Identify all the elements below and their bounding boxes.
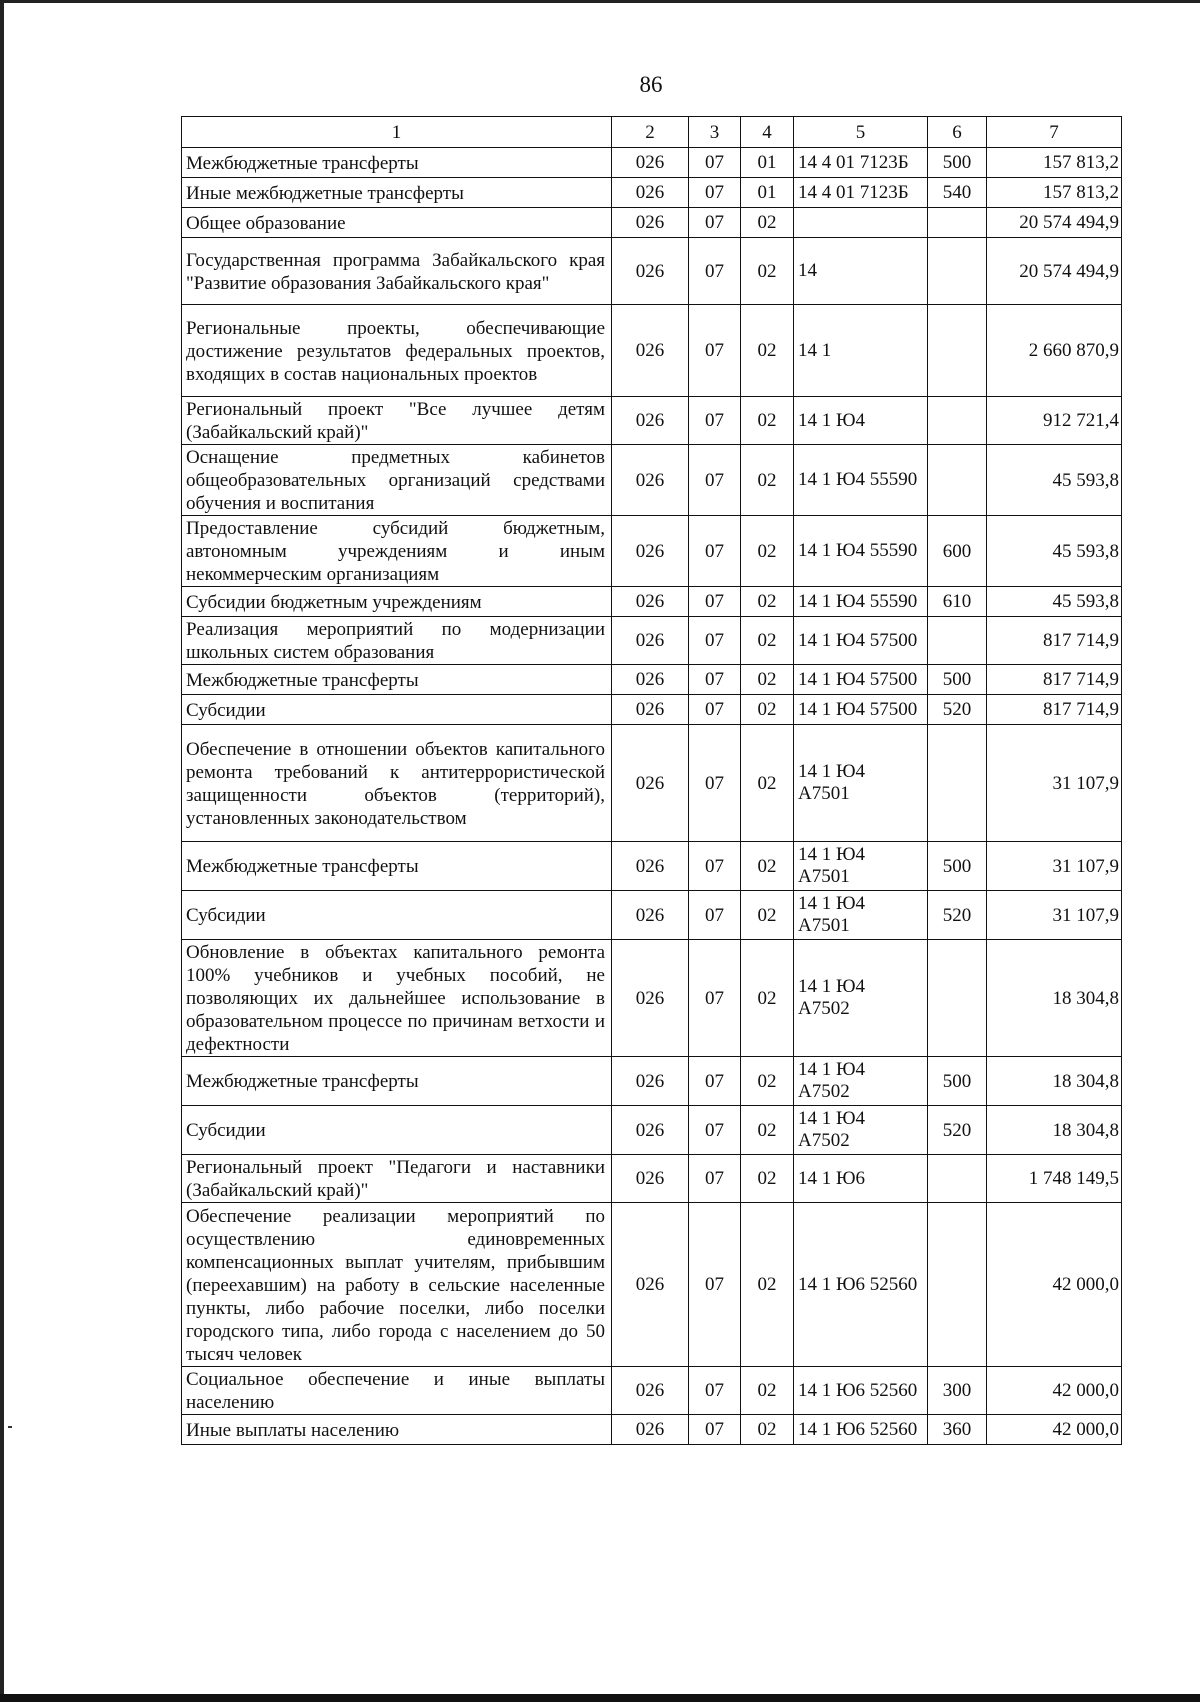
cell-expense-type: 500	[928, 842, 987, 891]
cell-section: 07	[689, 1203, 741, 1367]
scan-edge-left	[0, 0, 4, 1702]
cell-amount: 45 593,8	[987, 516, 1122, 587]
cell-target-article	[794, 842, 928, 891]
cell-admin-code: 026	[612, 148, 689, 178]
table-row	[182, 842, 1122, 891]
cell-target-article: 14 1 Ю4 55590	[794, 516, 928, 587]
column-header: 3	[689, 117, 741, 148]
cell-subsection: 02	[741, 445, 794, 516]
cell-admin-code: 026	[612, 665, 689, 695]
cell-section: 07	[689, 617, 741, 665]
cell-subsection: 02	[741, 725, 794, 842]
cell-amount: 817 714,9	[987, 617, 1122, 665]
cell-subsection: 02	[741, 1106, 794, 1155]
cell-name: Региональный проект "Все лучшее детям (Забайкальский край)"	[182, 397, 612, 445]
table-row	[182, 587, 1122, 617]
cell-target-article: 14 1 Ю4 55590	[794, 445, 928, 516]
cell-admin-code: 026	[612, 617, 689, 665]
cell-amount: 2 660 870,9	[987, 305, 1122, 397]
code-line: 14 1 Ю4	[798, 844, 866, 865]
cell-target-article: 14	[794, 238, 928, 305]
cell-admin-code: 026	[612, 305, 689, 397]
cell-section: 07	[689, 1155, 741, 1203]
cell-expense-type: 520	[928, 695, 987, 725]
cell-admin-code: 026	[612, 1415, 689, 1445]
column-header: 7	[987, 117, 1122, 148]
cell-name: Реализация мероприятий по модернизации школьных систем образования	[182, 617, 612, 665]
cell-expense-type	[928, 305, 987, 397]
cell-target-article: 14 1 Ю4	[794, 397, 928, 445]
cell-name: Региональные проекты, обеспечивающие достижение результатов федеральных проектов, входящих в состав национальных проектов	[182, 305, 612, 397]
cell-admin-code: 026	[612, 940, 689, 1057]
cell-name: Межбюджетные трансферты	[182, 148, 612, 178]
cell-admin-code: 026	[612, 695, 689, 725]
cell-target-article: 14 1	[794, 305, 928, 397]
table-row	[182, 445, 1122, 516]
cell-subsection: 02	[741, 617, 794, 665]
cell-admin-code: 026	[612, 445, 689, 516]
cell-admin-code: 026	[612, 1057, 689, 1106]
cell-subsection: 02	[741, 238, 794, 305]
cell-expense-type	[928, 725, 987, 842]
cell-subsection: 02	[741, 665, 794, 695]
cell-target-article	[794, 208, 928, 238]
cell-expense-type	[928, 940, 987, 1057]
table-row	[182, 148, 1122, 178]
cell-admin-code: 026	[612, 1203, 689, 1367]
cell-name: Оснащение предметных кабинетов общеобразовательных организаций средствами обучения и воспитания	[182, 445, 612, 516]
column-header: 4	[741, 117, 794, 148]
table-body	[182, 117, 1122, 1445]
cell-expense-type: 360	[928, 1415, 987, 1445]
cell-admin-code: 026	[612, 516, 689, 587]
cell-target-article: 14 1 Ю6 52560	[794, 1203, 928, 1367]
cell-section: 07	[689, 842, 741, 891]
cell-name: Субсидии бюджетным учреждениям	[182, 587, 612, 617]
table-row	[182, 1057, 1122, 1106]
cell-amount: 1 748 149,5	[987, 1155, 1122, 1203]
cell-amount: 31 107,9	[987, 891, 1122, 940]
table-row	[182, 617, 1122, 665]
cell-target-article	[794, 1106, 928, 1155]
cell-section: 07	[689, 1367, 741, 1415]
code-line: 14 1 Ю4	[798, 761, 866, 782]
code-line: A7502	[798, 998, 850, 1019]
cell-expense-type: 600	[928, 516, 987, 587]
cell-subsection: 02	[741, 397, 794, 445]
cell-target-article: 14 4 01 7123Б	[794, 148, 928, 178]
cell-target-article	[794, 725, 928, 842]
cell-admin-code: 026	[612, 587, 689, 617]
cell-subsection: 01	[741, 178, 794, 208]
code-line: A7502	[798, 1130, 850, 1151]
cell-amount: 42 000,0	[987, 1367, 1122, 1415]
code-line: 14 1 Ю4	[798, 1108, 866, 1129]
cell-expense-type: 540	[928, 178, 987, 208]
cell-section: 07	[689, 1106, 741, 1155]
cell-expense-type	[928, 617, 987, 665]
cell-expense-type: 500	[928, 148, 987, 178]
cell-section: 07	[689, 238, 741, 305]
cell-section: 07	[689, 587, 741, 617]
table-row	[182, 208, 1122, 238]
table-row	[182, 725, 1122, 842]
cell-subsection: 02	[741, 1057, 794, 1106]
table-header-row	[182, 117, 1122, 148]
cell-subsection: 02	[741, 1367, 794, 1415]
cell-name: Межбюджетные трансферты	[182, 665, 612, 695]
table-row	[182, 940, 1122, 1057]
cell-amount: 45 593,8	[987, 587, 1122, 617]
cell-subsection: 02	[741, 208, 794, 238]
cell-target-article: 14 1 Ю6	[794, 1155, 928, 1203]
cell-section: 07	[689, 445, 741, 516]
cell-section: 07	[689, 305, 741, 397]
cell-name: Государственная программа Забайкальского края "Развитие образования Забайкальского края"	[182, 238, 612, 305]
cell-subsection: 02	[741, 1415, 794, 1445]
code-line: 14 1 Ю4	[798, 976, 866, 997]
cell-expense-type	[928, 208, 987, 238]
cell-expense-type	[928, 1203, 987, 1367]
cell-expense-type	[928, 445, 987, 516]
code-line: A7501	[798, 915, 850, 936]
cell-section: 07	[689, 1415, 741, 1445]
cell-admin-code: 026	[612, 208, 689, 238]
cell-name: Межбюджетные трансферты	[182, 1057, 612, 1106]
cell-expense-type: 520	[928, 1106, 987, 1155]
cell-subsection: 02	[741, 1155, 794, 1203]
cell-admin-code: 026	[612, 725, 689, 842]
scan-edge-bottom	[0, 1694, 1200, 1702]
cell-subsection: 02	[741, 587, 794, 617]
cell-expense-type	[928, 1155, 987, 1203]
scan-edge-top	[0, 0, 1200, 3]
code-line: 14 1 Ю4	[798, 1059, 866, 1080]
cell-amount: 18 304,8	[987, 1057, 1122, 1106]
cell-expense-type	[928, 238, 987, 305]
table-row	[182, 1367, 1122, 1415]
cell-subsection: 01	[741, 148, 794, 178]
cell-target-article: 14 1 Ю4 57500	[794, 617, 928, 665]
cell-expense-type: 610	[928, 587, 987, 617]
table-row	[182, 1415, 1122, 1445]
cell-expense-type	[928, 397, 987, 445]
cell-target-article: 14 1 Ю4 57500	[794, 695, 928, 725]
code-line: 14 1 Ю4	[798, 893, 866, 914]
column-header: 1	[182, 117, 612, 148]
table-row	[182, 665, 1122, 695]
cell-name: Социальное обеспечение и иные выплаты населению	[182, 1367, 612, 1415]
cell-section: 07	[689, 148, 741, 178]
cell-amount: 157 813,2	[987, 148, 1122, 178]
cell-admin-code: 026	[612, 238, 689, 305]
column-header: 5	[794, 117, 928, 148]
cell-name: Иные межбюджетные трансферты	[182, 178, 612, 208]
cell-admin-code: 026	[612, 842, 689, 891]
table-row	[182, 1203, 1122, 1367]
table-row	[182, 695, 1122, 725]
scan-speck	[8, 1426, 12, 1428]
cell-amount: 912 721,4	[987, 397, 1122, 445]
table-row	[182, 305, 1122, 397]
cell-target-article: 14 1 Ю6 52560	[794, 1367, 928, 1415]
cell-amount: 20 574 494,9	[987, 208, 1122, 238]
cell-section: 07	[689, 208, 741, 238]
column-header: 2	[612, 117, 689, 148]
cell-amount: 18 304,8	[987, 1106, 1122, 1155]
cell-amount: 817 714,9	[987, 695, 1122, 725]
cell-expense-type: 500	[928, 665, 987, 695]
cell-name: Субсидии	[182, 891, 612, 940]
cell-expense-type: 300	[928, 1367, 987, 1415]
cell-section: 07	[689, 1057, 741, 1106]
cell-expense-type: 500	[928, 1057, 987, 1106]
code-line: A7501	[798, 866, 850, 887]
cell-name: Региональный проект "Педагоги и наставники (Забайкальский край)"	[182, 1155, 612, 1203]
cell-name: Обновление в объектах капитального ремонта 100% учебников и учебных пособий, не позволяющих их дальнейшее использование в образовательном процессе по причинам ветхости и дефектности	[182, 940, 612, 1057]
cell-name: Субсидии	[182, 695, 612, 725]
cell-subsection: 02	[741, 305, 794, 397]
cell-subsection: 02	[741, 842, 794, 891]
cell-amount: 42 000,0	[987, 1203, 1122, 1367]
cell-name: Субсидии	[182, 1106, 612, 1155]
budget-table	[181, 116, 1122, 1445]
cell-section: 07	[689, 665, 741, 695]
code-line: A7502	[798, 1081, 850, 1102]
cell-amount: 31 107,9	[987, 842, 1122, 891]
cell-amount: 817 714,9	[987, 665, 1122, 695]
cell-target-article	[794, 940, 928, 1057]
cell-target-article: 14 1 Ю6 52560	[794, 1415, 928, 1445]
column-header: 6	[928, 117, 987, 148]
table-row	[182, 238, 1122, 305]
table-row	[182, 1106, 1122, 1155]
table-row	[182, 178, 1122, 208]
cell-subsection: 02	[741, 940, 794, 1057]
cell-target-article	[794, 1057, 928, 1106]
cell-amount: 42 000,0	[987, 1415, 1122, 1445]
page-number: 86	[639, 72, 663, 97]
cell-subsection: 02	[741, 516, 794, 587]
cell-name: Иные выплаты населению	[182, 1415, 612, 1445]
cell-admin-code: 026	[612, 178, 689, 208]
cell-section: 07	[689, 940, 741, 1057]
cell-admin-code: 026	[612, 397, 689, 445]
cell-name: Обеспечение реализации мероприятий по осуществлению единовременных компенсационных выплат учителям, прибывшим (переехавшим) на работу в сельские населенные пункты, либо рабочие поселки, либо поселки городского типа, либо города с населением до 50 тысяч человек	[182, 1203, 612, 1367]
cell-target-article	[794, 891, 928, 940]
cell-target-article: 14 1 Ю4 55590	[794, 587, 928, 617]
code-line: A7501	[798, 783, 850, 804]
cell-admin-code: 026	[612, 1106, 689, 1155]
cell-amount: 18 304,8	[987, 940, 1122, 1057]
cell-name: Общее образование	[182, 208, 612, 238]
cell-amount: 45 593,8	[987, 445, 1122, 516]
cell-amount: 157 813,2	[987, 178, 1122, 208]
cell-section: 07	[689, 397, 741, 445]
cell-subsection: 02	[741, 695, 794, 725]
cell-admin-code: 026	[612, 891, 689, 940]
cell-amount: 20 574 494,9	[987, 238, 1122, 305]
cell-section: 07	[689, 178, 741, 208]
cell-subsection: 02	[741, 891, 794, 940]
cell-amount: 31 107,9	[987, 725, 1122, 842]
cell-name: Обеспечение в отношении объектов капитального ремонта требований к антитеррористической защищенности объектов (территорий), установленных законодательством	[182, 725, 612, 842]
table-row	[182, 1155, 1122, 1203]
cell-section: 07	[689, 725, 741, 842]
cell-expense-type: 520	[928, 891, 987, 940]
cell-section: 07	[689, 695, 741, 725]
table-row	[182, 891, 1122, 940]
cell-name: Предоставление субсидий бюджетным, автономным учреждениям и иным некоммерческим организациям	[182, 516, 612, 587]
cell-subsection: 02	[741, 1203, 794, 1367]
cell-section: 07	[689, 891, 741, 940]
table-row	[182, 397, 1122, 445]
cell-target-article: 14 4 01 7123Б	[794, 178, 928, 208]
cell-name: Межбюджетные трансферты	[182, 842, 612, 891]
cell-target-article: 14 1 Ю4 57500	[794, 665, 928, 695]
cell-admin-code: 026	[612, 1367, 689, 1415]
table-row	[182, 516, 1122, 587]
cell-section: 07	[689, 516, 741, 587]
cell-admin-code: 026	[612, 1155, 689, 1203]
